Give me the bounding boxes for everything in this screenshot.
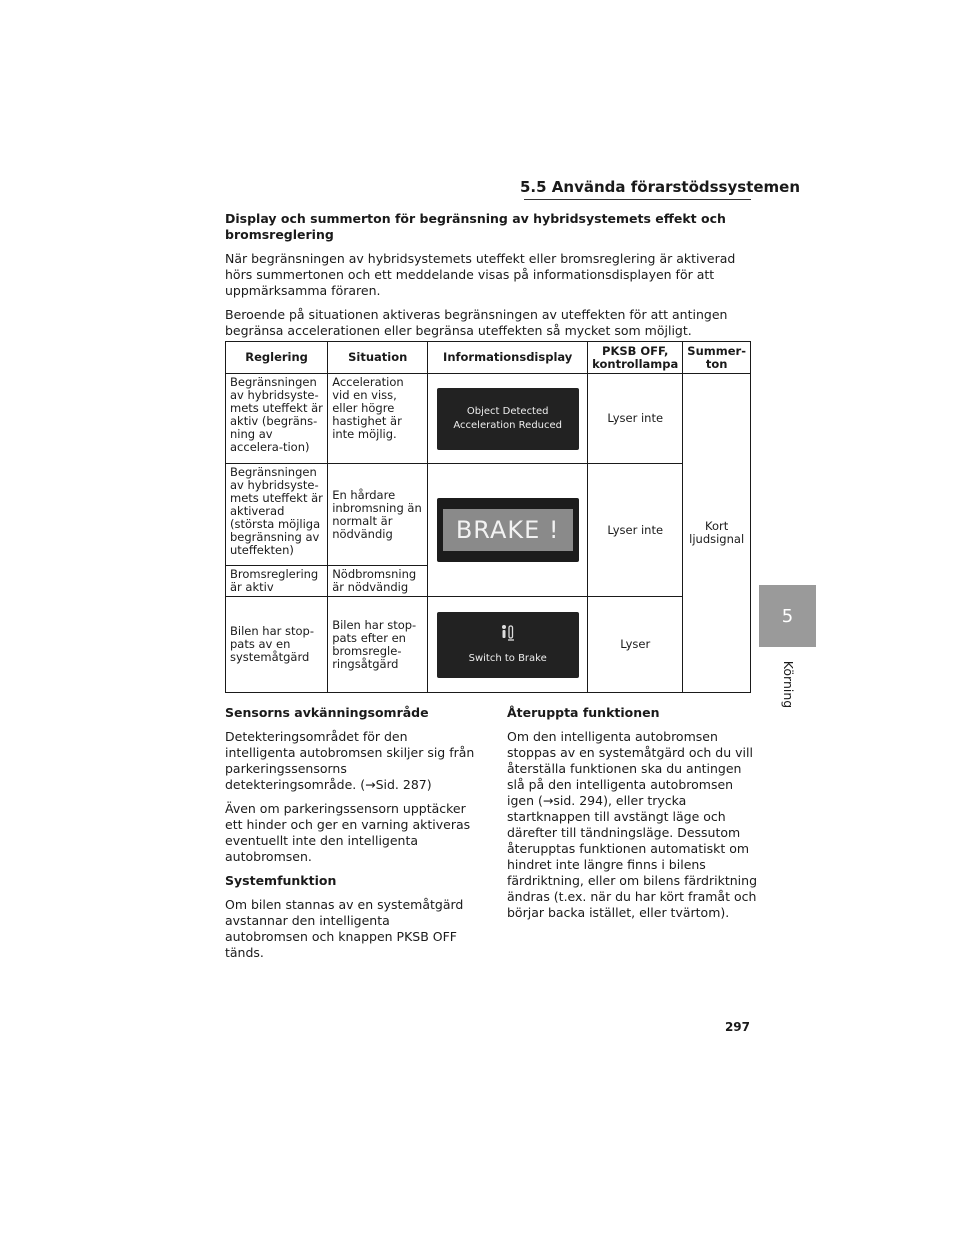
- cell-lampa: Lyser inte: [588, 464, 683, 597]
- main-paragraph-2: Beroende på situationen aktiveras begränsningen av uteffekten för att antingen begränsa accelerationen eller begränsa uteffekten så mycket som möjligt.: [225, 307, 728, 338]
- display-line-1: Object Detected: [466, 405, 549, 417]
- right-column: [507, 705, 757, 929]
- info-table: [225, 341, 751, 693]
- cell-summer: Kort ljudsignal: [683, 374, 751, 693]
- cell-reglering: Begränsningen av hybridsyste-mets uteffekt är aktiv (begräns-ning av accelera-tion): [226, 374, 328, 464]
- cell-lampa: Lyser inte: [588, 374, 683, 464]
- page-number: 297: [724, 1020, 750, 1034]
- paragraph: Även om parkeringssensorn upptäcker ett hinder och ger en varning aktiveras eventuellt inte den intelligenta autobromsen.: [225, 801, 471, 864]
- main-paragraph-1: När begränsningen av hybridsystemets uteffekt eller bromsreglering är aktiverad hörs summertonen och ett meddelande visas på informationsdisplayen för att uppmärksamma föraren.: [225, 251, 736, 298]
- cell-display: [428, 374, 588, 464]
- table-row: [226, 597, 751, 693]
- chapter-tab: 5: [759, 585, 816, 647]
- section-title: 5.5 Använda förarstödssystemen: [520, 178, 801, 196]
- header-reglering: Reglering: [226, 342, 328, 374]
- heading-resume-function: Återuppta funktionen: [507, 705, 660, 720]
- paragraph: Detekteringsområdet för den intelligenta autobromsen skiljer sig från parkeringssensorns detekteringsområde. (→Sid. 287): [225, 729, 475, 792]
- header-summer: Summer-ton: [683, 342, 751, 374]
- table-row: [226, 374, 751, 464]
- brake-warning-text: BRAKE !: [443, 509, 573, 551]
- main-heading: Display och summerton för begränsning av hybridsystemets effekt och bromsreglering: [225, 211, 726, 242]
- cell-reglering: Bilen har stop-pats av en systemåtgärd: [226, 597, 328, 693]
- cell-display: [428, 464, 588, 597]
- heading-sensor-area: Sensorns avkänningsområde: [225, 705, 429, 720]
- chapter-label: Körning: [781, 660, 796, 708]
- cell-reglering: Bromsreglering är aktiv: [226, 566, 328, 597]
- header-divider: [524, 199, 751, 200]
- cell-reglering: Begränsningen av hybridsyste-mets uteffekt är aktiverad (största möjliga begränsning av uteffekten): [226, 464, 328, 566]
- display-object-detected: [437, 388, 579, 450]
- cell-lampa: Lyser: [588, 597, 683, 693]
- cell-situation: Nödbromsning är nödvändig: [328, 566, 428, 597]
- header-pksb: PKSB OFF, kontrollampa: [588, 342, 683, 374]
- main-text: [225, 211, 751, 347]
- header-display: Informationsdisplay: [428, 342, 588, 374]
- paragraph: Om den intelligenta autobromsen stoppas av en systemåtgärd och du vill återställa funktionen ska du antingen slå på den intelligenta autobromsen igen (→sid. 294), eller trycka startknappen till avstängt läge och därefter till tändningsläge. Dessutom återupptas funktionen automatiskt om hindret inte längre finns i bilens färdriktning, eller om bilens färdriktning ändras (t.ex. när du har kört framåt och börjar backa istället, eller tvärtom).: [507, 729, 757, 920]
- brake-pedal-icon: [500, 624, 516, 642]
- left-column: [225, 705, 475, 969]
- cell-display: [428, 597, 588, 693]
- display-brake: [437, 498, 579, 562]
- paragraph: Om bilen stannas av en systemåtgärd avstannar den intelligenta autobromsen och knappen PKSB OFF tänds.: [225, 897, 464, 960]
- heading-system-function: Systemfunktion: [225, 873, 337, 888]
- display-line-2: Acceleration Reduced: [453, 419, 563, 431]
- display-switch-to-brake: [437, 612, 579, 678]
- table-row: [226, 464, 751, 566]
- header-situation: Situation: [328, 342, 428, 374]
- table-header-row: [226, 342, 751, 374]
- cell-situation: Bilen har stop-pats efter en bromsregle-ringsåtgärd: [328, 597, 428, 693]
- cell-situation: En hårdare inbromsning än normalt är nödvändig: [328, 464, 428, 566]
- display-text: Switch to Brake: [468, 652, 547, 664]
- cell-situation: Acceleration vid en viss, eller högre hastighet är inte möjlig.: [328, 374, 428, 464]
